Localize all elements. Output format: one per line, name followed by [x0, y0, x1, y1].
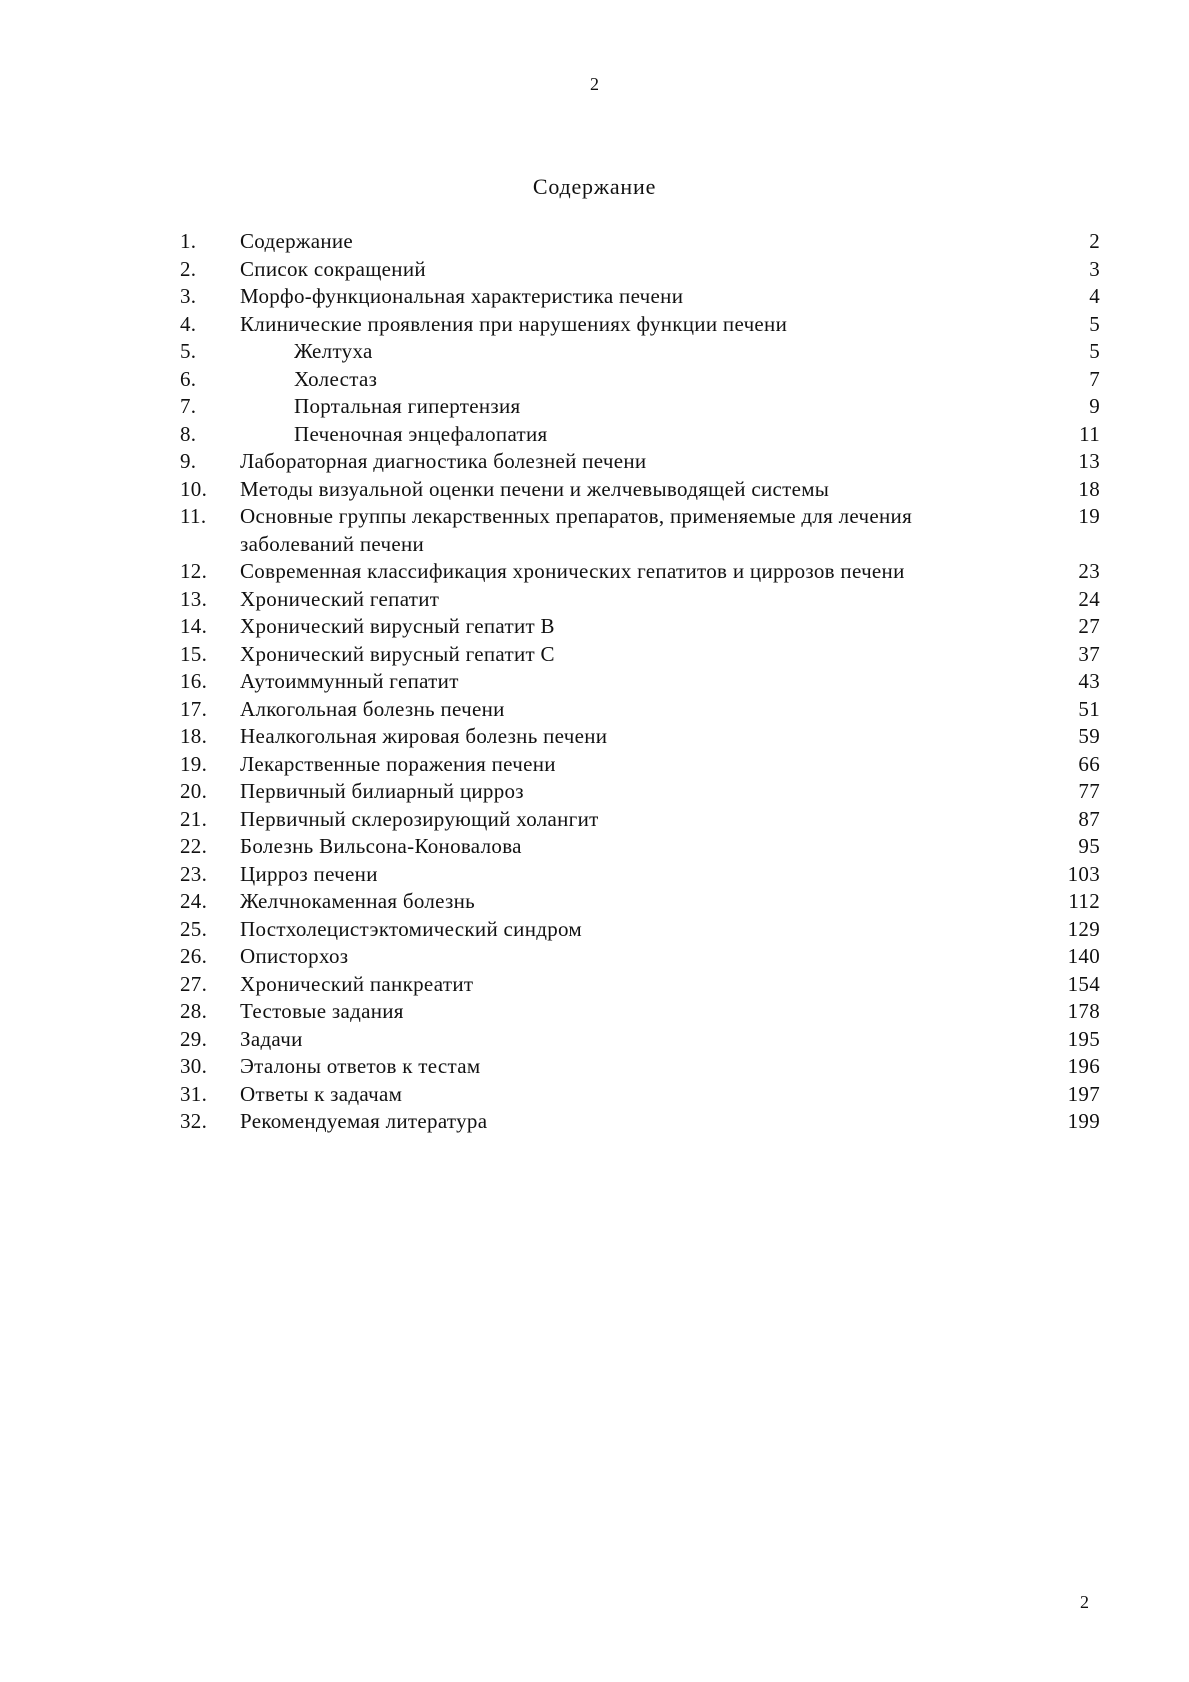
toc-entry [180, 613, 1100, 641]
toc-entry-title: Список сокращений [240, 256, 426, 281]
toc-entry-title: Содержание [240, 229, 354, 253]
toc-entry-title: Описторхоз [240, 944, 349, 968]
toc-entry-title: Хронический вирусный гепатит В [240, 614, 555, 638]
toc-entry-number: 1. [180, 229, 197, 253]
toc-entry-number: 2. [180, 256, 197, 281]
toc-entry-title: Желтуха [294, 339, 373, 363]
toc-entry-title: Хронический панкреатит [240, 971, 474, 996]
toc-entry-title: Алкогольная болезнь печени [240, 696, 505, 721]
toc-entry-page: 5 [1089, 339, 1100, 363]
toc-subentry [180, 366, 1100, 394]
toc-entry-page: 178 [1067, 999, 1100, 1023]
toc-entry-title: Методы визуальной оценки печени и желчевыводящей системы [240, 476, 830, 501]
toc-entry [180, 503, 1100, 558]
toc-subentry [180, 393, 1100, 421]
toc-entry-number: 32. [180, 1109, 208, 1133]
toc-entry-title: Желчнокаменная болезнь [240, 889, 476, 913]
toc-entry-number: 5. [180, 339, 197, 363]
toc-entry-title: Клинические проявления при нарушениях функции печени [240, 311, 788, 336]
toc-entry-page: 43 [1078, 669, 1100, 693]
toc-entry-title: Ответы к задачам [240, 1081, 403, 1106]
toc-entry-page: 87 [1078, 806, 1100, 831]
toc-entry-title: Аутоиммунный гепатит [240, 669, 459, 693]
toc-entry-page: 103 [1067, 861, 1100, 886]
toc-entry-number: 14. [180, 614, 208, 638]
toc-entry-number: 6. [180, 366, 197, 391]
toc-entry-number: 13. [180, 586, 208, 611]
toc-entry [180, 833, 1100, 861]
toc-entry-page: 112 [1068, 889, 1100, 913]
toc-entry [180, 256, 1100, 284]
toc-entry [180, 558, 1100, 586]
toc-entry-number: 18. [180, 724, 208, 748]
toc-entry-page: 95 [1078, 834, 1100, 858]
toc-entry-page: 23 [1078, 559, 1100, 583]
toc-entry-page: 24 [1078, 586, 1100, 611]
toc-entry-title: Первичный билиарный цирроз [240, 779, 524, 803]
toc-entry-page: 196 [1067, 1054, 1100, 1078]
toc-entry-title: Лабораторная диагностика болезней печени [240, 449, 647, 473]
toc-entry-number: 30. [180, 1054, 208, 1078]
toc-entry-number: 11. [180, 504, 207, 528]
toc-entry-title: Цирроз печени [240, 861, 378, 886]
toc-entry-page: 59 [1078, 724, 1100, 748]
toc-entry [180, 778, 1100, 806]
header-page-number: 2 [590, 74, 599, 94]
toc-entry-page: 195 [1067, 1026, 1100, 1051]
toc-entry [180, 228, 1100, 256]
toc-entry-number: 10. [180, 476, 208, 501]
toc-entry [180, 1053, 1100, 1081]
toc-entry-title: Болезнь Вильсона-Коновалова [240, 834, 522, 858]
toc-entry-number: 7. [180, 394, 197, 418]
toc-entry-number: 16. [180, 669, 208, 693]
toc-entry-number: 25. [180, 916, 208, 941]
toc-entry-page: 4 [1089, 284, 1100, 308]
toc-entry-page: 18 [1078, 476, 1100, 501]
toc-entry-title: Неалкогольная жировая болезнь печени [240, 724, 608, 748]
toc-entry-number: 19. [180, 751, 208, 776]
toc-entry-page: 37 [1078, 641, 1100, 666]
toc-entry [180, 861, 1100, 889]
toc-entry-title: Тестовые задания [240, 999, 404, 1023]
toc-entry-title: Первичный склерозирующий холангит [240, 806, 599, 831]
toc-entry-page: 129 [1067, 916, 1100, 941]
toc-entry-page: 199 [1067, 1109, 1100, 1133]
toc-entry [180, 1108, 1100, 1136]
toc-entry-page: 140 [1067, 944, 1100, 968]
toc-entry-page: 7 [1089, 366, 1100, 391]
toc-entry-page: 3 [1089, 256, 1100, 281]
toc-entry-number: 28. [180, 999, 208, 1023]
toc-entry [180, 283, 1100, 311]
toc-entry [180, 723, 1100, 751]
toc-entry-number: 3. [180, 284, 197, 308]
toc-entry-number: 31. [180, 1081, 208, 1106]
toc-entry [180, 476, 1100, 504]
toc-entry-number: 24. [180, 889, 208, 913]
toc-entry-number: 26. [180, 944, 208, 968]
toc-entry-title: Основные группы лекарственных препаратов, применяемые для лечения заболеваний печени [240, 504, 913, 556]
toc-entry-title: Рекомендуемая литература [240, 1109, 488, 1133]
toc-entry [180, 806, 1100, 834]
toc-entry-page: 66 [1078, 751, 1100, 776]
toc-entry-number: 17. [180, 696, 208, 721]
toc-entry-title: Морфо-функциональная характеристика печени [240, 284, 684, 308]
table-of-contents [180, 228, 1100, 1136]
toc-entry [180, 696, 1100, 724]
toc-entry-page: 11 [1079, 421, 1100, 446]
toc-entry [180, 916, 1100, 944]
toc-entry-title: Эталоны ответов к тестам [240, 1054, 481, 1078]
toc-entry [180, 1081, 1100, 1109]
toc-entry [180, 641, 1100, 669]
toc-entry-page: 77 [1078, 779, 1100, 803]
toc-entry-page: 51 [1078, 696, 1100, 721]
toc-entry-title: Современная классификация хронических гепатитов и циррозов печени [240, 559, 905, 583]
toc-entry-page: 154 [1067, 971, 1100, 996]
toc-entry-page: 19 [1078, 504, 1100, 528]
toc-entry-title: Хронический вирусный гепатит С [240, 641, 555, 666]
toc-entry [180, 1026, 1100, 1054]
toc-entry [180, 971, 1100, 999]
toc-entry-title: Постхолецистэктомический синдром [240, 916, 583, 941]
toc-entry [180, 751, 1100, 779]
toc-entry-number: 12. [180, 559, 208, 583]
toc-entry-title: Холестаз [294, 366, 378, 391]
toc-entry-number: 23. [180, 861, 208, 886]
toc-entry-number: 27. [180, 971, 208, 996]
toc-entry [180, 448, 1100, 476]
toc-subentry [180, 421, 1100, 449]
toc-subentry [180, 338, 1100, 366]
toc-entry-page: 2 [1089, 229, 1100, 253]
toc-entry-title: Задачи [240, 1026, 303, 1051]
page-title: Содержание [532, 174, 657, 199]
toc-entry-number: 21. [180, 806, 208, 831]
toc-entry [180, 998, 1100, 1026]
toc-entry-number: 20. [180, 779, 208, 803]
toc-entry-page: 27 [1078, 614, 1100, 638]
toc-entry-title: Лекарственные поражения печени [240, 751, 556, 776]
footer-page-number: 2 [1080, 1592, 1089, 1612]
toc-entry [180, 943, 1100, 971]
toc-entry-number: 15. [180, 641, 208, 666]
toc-entry-page: 197 [1067, 1081, 1100, 1106]
toc-entry [180, 311, 1100, 339]
toc-entry-number: 9. [180, 449, 197, 473]
toc-entry-title: Портальная гипертензия [294, 394, 521, 418]
toc-entry-number: 29. [180, 1026, 208, 1051]
toc-entry-number: 22. [180, 834, 208, 858]
toc-entry-title: Печеночная энцефалопатия [294, 421, 548, 446]
toc-entry-page: 5 [1089, 311, 1100, 336]
toc-entry-page: 9 [1089, 394, 1100, 418]
toc-entry-page: 13 [1078, 449, 1100, 473]
toc-entry-number: 4. [180, 311, 197, 336]
toc-entry [180, 586, 1100, 614]
toc-entry-number: 8. [180, 421, 197, 446]
toc-entry [180, 888, 1100, 916]
toc-entry-title: Хронический гепатит [240, 586, 440, 611]
toc-entry [180, 668, 1100, 696]
